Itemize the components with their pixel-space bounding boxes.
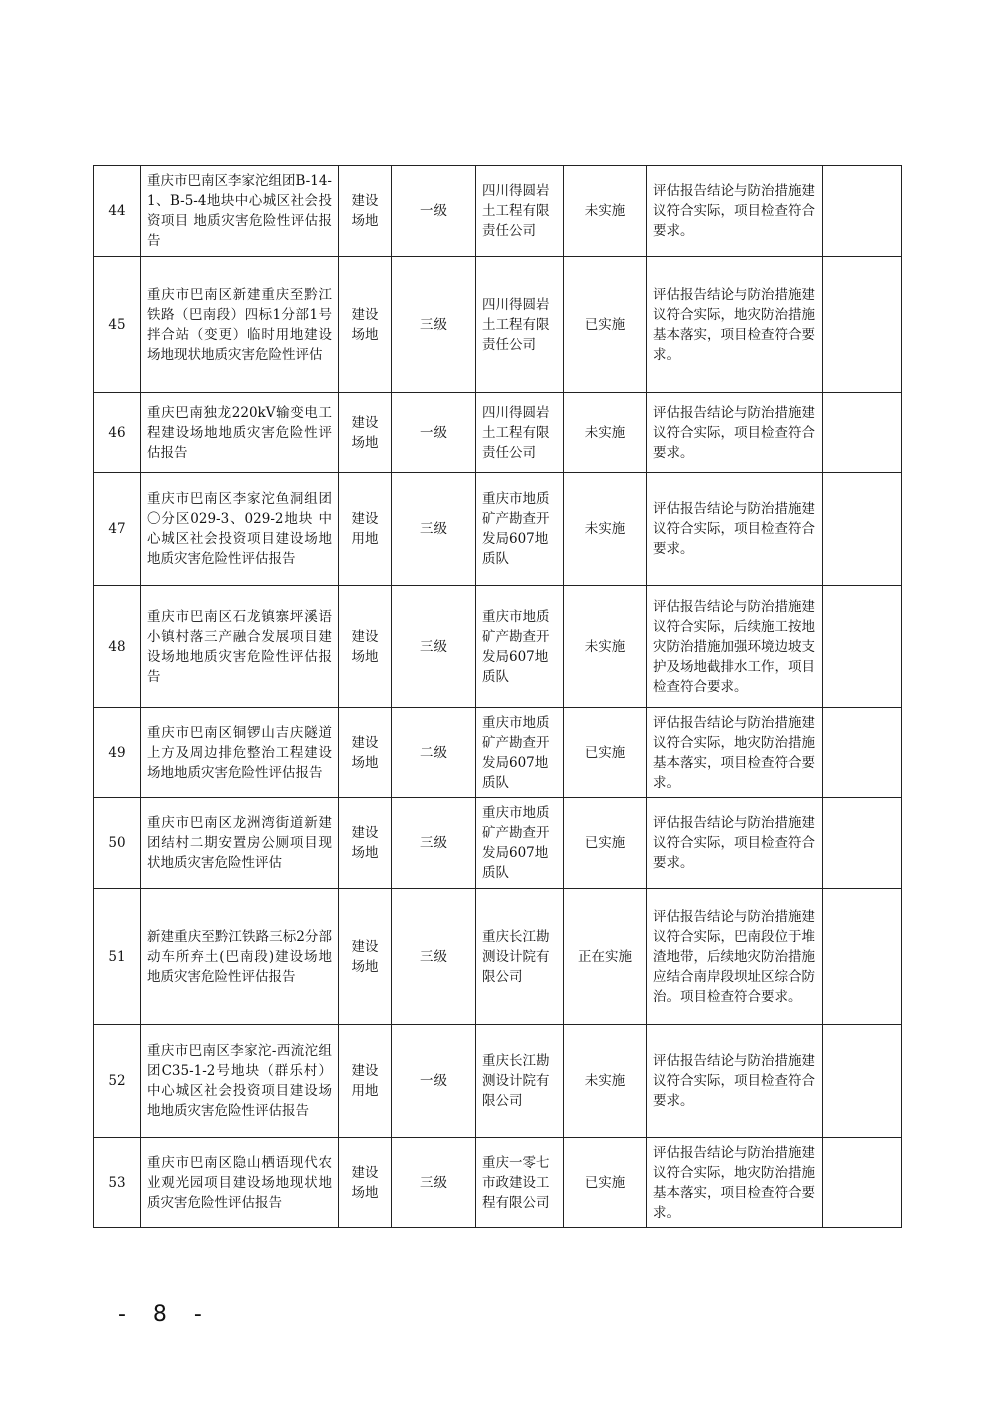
implementation-status-cell: 未实施 — [564, 586, 647, 708]
inspection-conclusion-cell: 评估报告结论与防治措施建议符合实际，地灾防治措施基本落实，项目检查符合要求。 — [647, 708, 823, 798]
inspection-conclusion-cell: 评估报告结论与防治措施建议符合实际，项目检查符合要求。 — [647, 473, 823, 586]
row-number-cell: 50 — [94, 798, 141, 889]
site-type-cell: 建设场地 — [339, 166, 392, 257]
assessment-unit-cell: 重庆长江勘测设计院有限公司 — [476, 889, 564, 1025]
row-number-cell: 52 — [94, 1025, 141, 1138]
project-name-cell: 重庆市巴南区新建重庆至黔江铁路（巴南段）四标1分部1号拌合站（变更）临时用地建设场地现状地质灾害危险性评估 — [141, 257, 339, 393]
inspection-conclusion-cell: 评估报告结论与防治措施建议符合实际，巴南段位于堆渣地带，后续地灾防治措施应结合南岸段坝址区综合防治。项目检查符合要求。 — [647, 889, 823, 1025]
row-number-cell: 45 — [94, 257, 141, 393]
page-number: - 8 - — [118, 1302, 212, 1327]
site-type-cell: 建设场地 — [339, 708, 392, 798]
risk-grade-cell: 三级 — [392, 473, 476, 586]
table-body — [94, 166, 902, 1228]
remarks-cell — [823, 1138, 902, 1228]
remarks-cell — [823, 393, 902, 473]
project-name-cell: 重庆市巴南区李家沱-西流沱组团C35-1-2号地块（群乐村）中心城区社会投资项目建设场地地质灾害危险性评估报告 — [141, 1025, 339, 1138]
table-row — [94, 889, 902, 1025]
site-type-cell: 建设场地 — [339, 889, 392, 1025]
site-type-cell: 建设场地 — [339, 798, 392, 889]
table-row — [94, 166, 902, 257]
assessment-unit-cell: 重庆一零七市政建设工程有限公司 — [476, 1138, 564, 1228]
implementation-status-cell: 正在实施 — [564, 889, 647, 1025]
project-name-cell: 重庆市巴南区龙洲湾街道新建团结村二期安置房公厕项目现状地质灾害危险性评估 — [141, 798, 339, 889]
table-row — [94, 257, 902, 393]
remarks-cell — [823, 166, 902, 257]
site-type-cell: 建设用地 — [339, 1025, 392, 1138]
remarks-cell — [823, 889, 902, 1025]
row-number-cell: 49 — [94, 708, 141, 798]
row-number-cell: 51 — [94, 889, 141, 1025]
risk-grade-cell: 三级 — [392, 257, 476, 393]
remarks-cell — [823, 1025, 902, 1138]
project-name-cell: 重庆市巴南区铜锣山吉庆隧道上方及周边排危整治工程建设场地地质灾害危险性评估报告 — [141, 708, 339, 798]
site-type-cell: 建设场地 — [339, 393, 392, 473]
report-table — [93, 165, 902, 1228]
implementation-status-cell: 未实施 — [564, 393, 647, 473]
implementation-status-cell: 已实施 — [564, 1138, 647, 1228]
inspection-conclusion-cell: 评估报告结论与防治措施建议符合实际，项目检查符合要求。 — [647, 798, 823, 889]
inspection-conclusion-cell: 评估报告结论与防治措施建议符合实际，项目检查符合要求。 — [647, 166, 823, 257]
inspection-conclusion-cell: 评估报告结论与防治措施建议符合实际，地灾防治措施基本落实，项目检查符合要求。 — [647, 1138, 823, 1228]
project-name-cell: 重庆巴南独龙220kV输变电工程建设场地地质灾害危险性评估报告 — [141, 393, 339, 473]
implementation-status-cell: 已实施 — [564, 257, 647, 393]
assessment-unit-cell: 重庆长江勘测设计院有限公司 — [476, 1025, 564, 1138]
risk-grade-cell: 三级 — [392, 1138, 476, 1228]
remarks-cell — [823, 708, 902, 798]
remarks-cell — [823, 257, 902, 393]
implementation-status-cell: 未实施 — [564, 473, 647, 586]
row-number-cell: 53 — [94, 1138, 141, 1228]
inspection-conclusion-cell: 评估报告结论与防治措施建议符合实际，地灾防治措施基本落实，项目检查符合要求。 — [647, 257, 823, 393]
assessment-unit-cell: 四川得圆岩土工程有限责任公司 — [476, 166, 564, 257]
assessment-unit-cell: 重庆市地质矿产勘查开发局607地质队 — [476, 798, 564, 889]
implementation-status-cell: 已实施 — [564, 708, 647, 798]
row-number-cell: 44 — [94, 166, 141, 257]
risk-grade-cell: 三级 — [392, 586, 476, 708]
table-row — [94, 473, 902, 586]
risk-grade-cell: 三级 — [392, 889, 476, 1025]
table-row — [94, 708, 902, 798]
table-row — [94, 1025, 902, 1138]
risk-grade-cell: 一级 — [392, 393, 476, 473]
inspection-conclusion-cell: 评估报告结论与防治措施建议符合实际，项目检查符合要求。 — [647, 393, 823, 473]
site-type-cell: 建设用地 — [339, 473, 392, 586]
risk-grade-cell: 三级 — [392, 798, 476, 889]
implementation-status-cell: 未实施 — [564, 1025, 647, 1138]
project-name-cell: 重庆市巴南区李家沱鱼洞组团〇分区029-3、029-2地块 中心城区社会投资项目建设场地地质灾害危险性评估报告 — [141, 473, 339, 586]
project-name-cell: 重庆市巴南区隐山栖语现代农业观光园项目建设场地现状地质灾害危险性评估报告 — [141, 1138, 339, 1228]
implementation-status-cell: 未实施 — [564, 166, 647, 257]
assessment-unit-cell: 重庆市地质矿产勘查开发局607地质队 — [476, 473, 564, 586]
row-number-cell: 46 — [94, 393, 141, 473]
site-type-cell: 建设场地 — [339, 1138, 392, 1228]
assessment-unit-cell: 四川得圆岩土工程有限责任公司 — [476, 393, 564, 473]
risk-grade-cell: 一级 — [392, 166, 476, 257]
inspection-conclusion-cell: 评估报告结论与防治措施建议符合实际，项目检查符合要求。 — [647, 1025, 823, 1138]
risk-grade-cell: 二级 — [392, 708, 476, 798]
risk-grade-cell: 一级 — [392, 1025, 476, 1138]
table-row — [94, 586, 902, 708]
assessment-unit-cell: 重庆市地质矿产勘查开发局607地质队 — [476, 708, 564, 798]
site-type-cell: 建设场地 — [339, 257, 392, 393]
remarks-cell — [823, 798, 902, 889]
assessment-unit-cell: 重庆市地质矿产勘查开发局607地质队 — [476, 586, 564, 708]
row-number-cell: 47 — [94, 473, 141, 586]
project-name-cell: 新建重庆至黔江铁路三标2分部动车所弃土(巴南段)建设场地地质灾害危险性评估报告 — [141, 889, 339, 1025]
project-name-cell: 重庆市巴南区石龙镇寨坪溪语小镇村落三产融合发展项目建设场地地质灾害危险性评估报告 — [141, 586, 339, 708]
inspection-conclusion-cell: 评估报告结论与防治措施建议符合实际，后续施工按地灾防治措施加强环境边坡支护及场地截排水工作，项目检查符合要求。 — [647, 586, 823, 708]
table-row — [94, 798, 902, 889]
assessment-unit-cell: 四川得圆岩土工程有限责任公司 — [476, 257, 564, 393]
site-type-cell: 建设场地 — [339, 586, 392, 708]
project-name-cell: 重庆市巴南区李家沱组团B-14-1、B-5-4地块中心城区社会投资项目 地质灾害危险性评估报告 — [141, 166, 339, 257]
table-row — [94, 393, 902, 473]
implementation-status-cell: 已实施 — [564, 798, 647, 889]
remarks-cell — [823, 473, 902, 586]
table-row — [94, 1138, 902, 1228]
remarks-cell — [823, 586, 902, 708]
row-number-cell: 48 — [94, 586, 141, 708]
